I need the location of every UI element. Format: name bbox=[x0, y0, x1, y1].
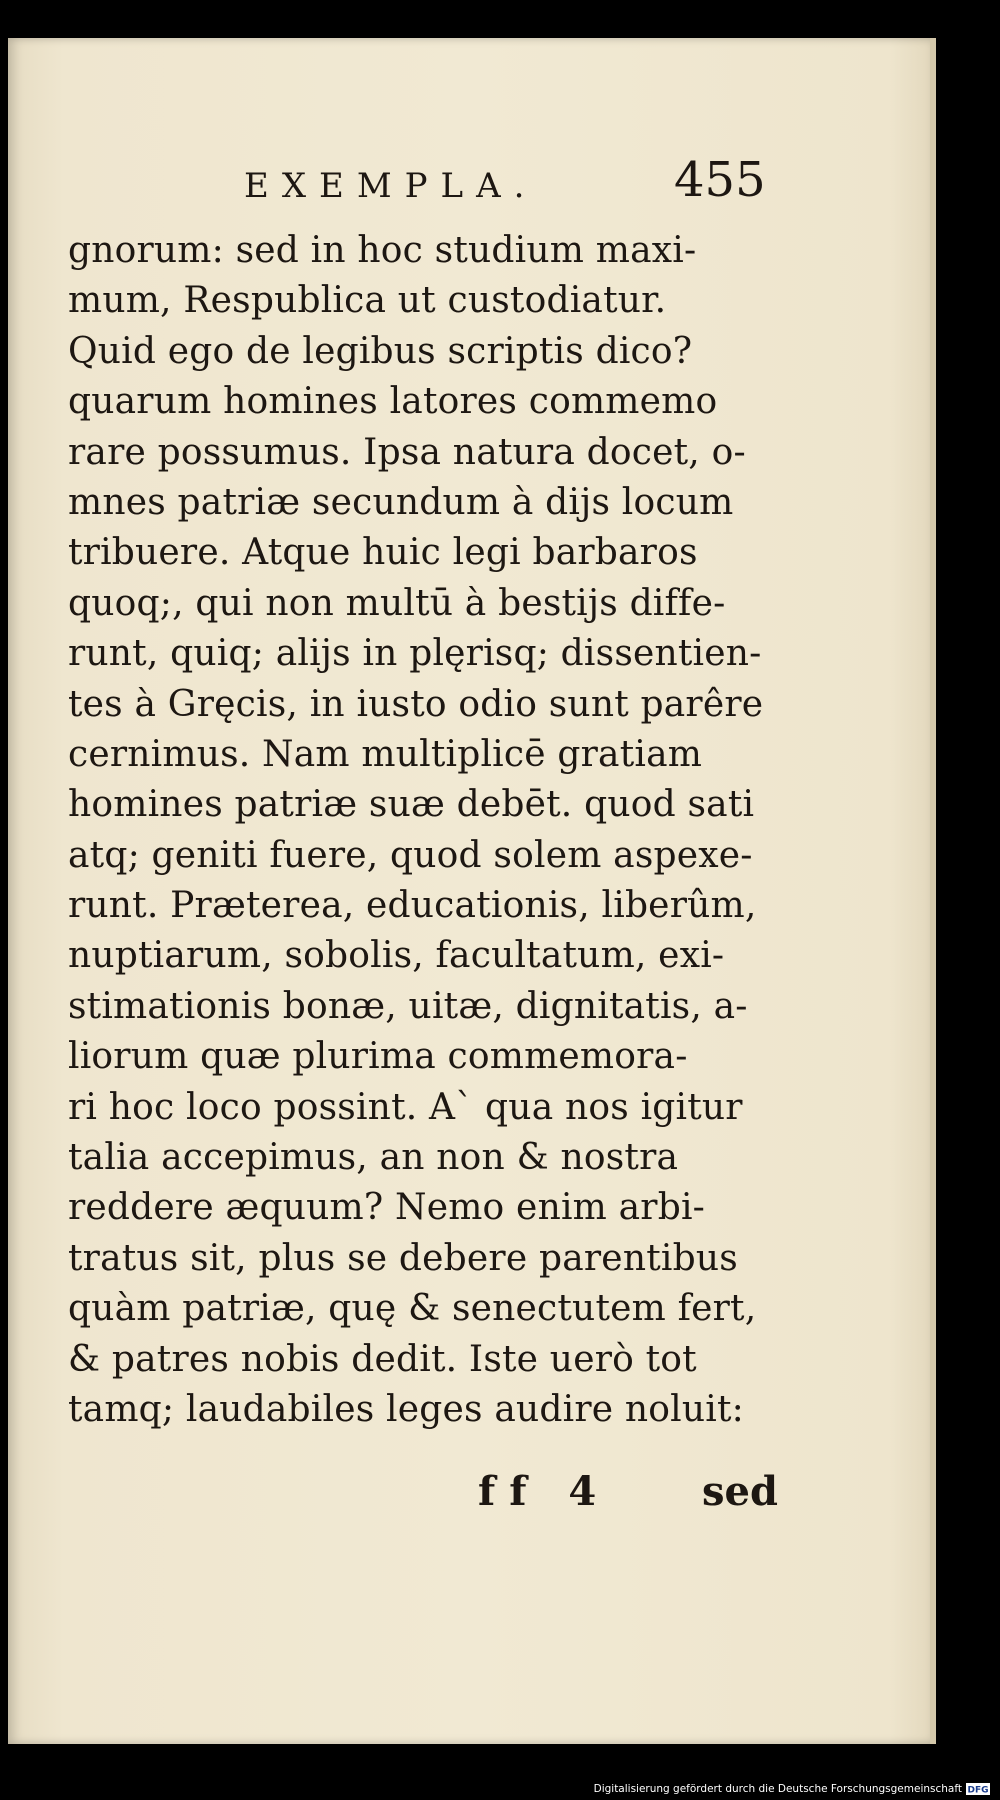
attribution-text: Digitalisierung gefördert durch die Deutsche Forschungsgemeinschaft bbox=[593, 1783, 962, 1795]
text-line: quàm patriæ, quę & senectutem fert, bbox=[68, 1288, 757, 1330]
attribution-bar bbox=[594, 1781, 990, 1797]
text-line: runt. Præterea, educationis, liberûm, bbox=[68, 885, 757, 927]
text-line: quoq;, qui non multū à bestijs diffe- bbox=[68, 582, 726, 624]
text-line: mnes patriæ secundum à dijs locum bbox=[68, 481, 734, 523]
text-line: mum, Respublica ut custodiatur. bbox=[68, 280, 667, 322]
text-line: homines patriæ suæ debēt. quod sati bbox=[68, 784, 755, 826]
page-header bbox=[68, 146, 768, 218]
page-footer bbox=[68, 1468, 778, 1524]
text-line: tribuere. Atque huic legi barbaros bbox=[68, 532, 698, 574]
text-line: & patres nobis dedit. Iste uerò tot bbox=[68, 1338, 697, 1380]
text-line: reddere æquum? Nemo enim arbi- bbox=[68, 1187, 706, 1229]
text-line: runt, quiq; alijs in plęrisq; dissentien- bbox=[68, 633, 762, 675]
text-line: atq; geniti fuere, quod solem aspexe- bbox=[68, 834, 753, 876]
text-line: stimationis bonæ, uitæ, dignitatis, a- bbox=[68, 985, 748, 1027]
svg-text:DFG: DFG bbox=[967, 1785, 989, 1795]
text-line: talia accepimus, an non & nostra bbox=[68, 1137, 679, 1179]
dfg-logo-icon bbox=[966, 1783, 990, 1795]
text-line: tratus sit, plus se debere parentibus bbox=[68, 1237, 738, 1279]
book-page bbox=[8, 38, 936, 1744]
signature-mark: ff 4 bbox=[478, 1468, 611, 1515]
text-line: liorum quæ plurima commemora- bbox=[68, 1036, 688, 1078]
page-edge bbox=[930, 38, 936, 1744]
text-line: tes à Gręcis, in iusto odio sunt parêre bbox=[68, 683, 764, 725]
text-line: tamq; laudabiles leges audire noluit: bbox=[68, 1388, 744, 1430]
text-line: ri hoc loco possint. A` qua nos igitur bbox=[68, 1086, 743, 1128]
text-line: nuptiarum, sobolis, facultatum, exi- bbox=[68, 935, 725, 977]
page-number: 455 bbox=[674, 152, 766, 208]
text-line: gnorum: sed in hoc studium maxi- bbox=[68, 230, 697, 271]
text-line: Quid ego de legibus scriptis dico? bbox=[68, 330, 693, 372]
body-text bbox=[68, 226, 774, 1435]
text-line: rare possumus. Ipsa natura docet, o- bbox=[68, 431, 746, 473]
catchword: sed bbox=[702, 1468, 778, 1515]
running-head: EXEMPLA. bbox=[244, 166, 538, 206]
text-line: cernimus. Nam multiplicē gratiam bbox=[68, 733, 703, 775]
text-line: quarum homines latores commemo bbox=[68, 381, 718, 423]
